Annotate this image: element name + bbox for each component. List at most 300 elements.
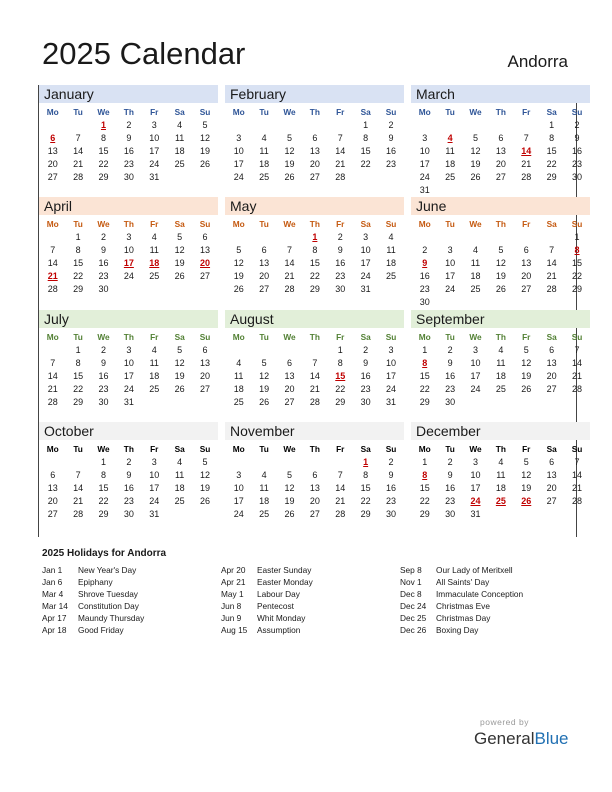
day-cell: 20 [546,483,557,493]
day-cell: 8 [75,245,81,255]
day-cell [565,184,588,197]
day-cell [515,184,538,197]
weekday-label: Sa [360,219,371,229]
day-cell: 28 [521,172,532,182]
day-cell: 26 [470,172,481,182]
month-name: April [39,197,218,215]
day-cell: 9 [126,470,132,480]
day-cell: 15 [419,483,430,493]
day-cell: 26 [521,384,532,394]
month-march [411,85,590,198]
day-cell: 7 [312,358,318,368]
day-cell: 7 [574,345,580,355]
day-cell: 15 [419,371,430,381]
day-cell: 10 [419,146,430,156]
day-cell: 22 [419,384,430,394]
day-cell [413,119,436,132]
holiday-item [400,576,523,588]
day-cell: 6 [202,232,208,242]
day-cell [41,344,64,357]
day-cell: 30 [123,509,134,519]
week-row [411,495,590,508]
day-cell: 20 [495,159,506,169]
week-row [39,469,218,482]
weekday-label: Th [495,444,506,454]
day-cell [464,231,487,244]
day-cell: 11 [259,483,269,493]
day-cell: 23 [572,159,583,169]
day-cell: 28 [335,509,346,519]
holiday-day-cell: 25 [495,496,506,506]
day-cell: 24 [470,384,481,394]
holiday-date: Dec 8 [400,589,422,599]
day-cell: 25 [386,271,397,281]
day-cell: 3 [126,232,132,242]
day-cell: 10 [123,358,134,368]
day-cell: 18 [495,371,506,381]
week-row [39,383,218,396]
week-row [411,482,590,495]
day-cell: 21 [546,271,557,281]
week-row [225,270,404,283]
day-cell: 5 [177,232,183,242]
weekday-header [411,217,590,231]
weekday-label: Tu [445,444,455,454]
holiday-date: Apr 20 [221,565,246,575]
day-cell: 14 [309,371,320,381]
weekday-label: Fr [336,332,345,342]
day-cell: 22 [73,384,84,394]
day-cell: 26 [174,384,185,394]
weekday-header [39,442,218,456]
holiday-date: Jan 6 [42,577,63,587]
weekday-label: Tu [73,332,83,342]
holiday-date: May 1 [221,589,244,599]
day-cell [489,296,512,309]
weekday-header [39,105,218,119]
day-cell: 30 [572,172,583,182]
day-cell: 27 [546,384,557,394]
day-cell: 12 [521,470,532,480]
day-cell: 7 [50,245,56,255]
day-cell: 27 [495,172,506,182]
day-cell: 8 [549,133,555,143]
day-cell: 10 [360,245,371,255]
day-cell [278,456,301,469]
week-row [411,469,590,482]
day-cell: 19 [259,384,270,394]
day-cell: 7 [337,470,343,480]
day-cell: 14 [47,371,58,381]
holiday-name: Whit Monday [257,613,306,623]
weekday-label: We [283,107,296,117]
day-cell: 22 [419,496,430,506]
weekday-label: Mo [418,219,431,229]
week-row [411,171,590,184]
day-cell: 5 [472,133,478,143]
day-cell: 9 [363,358,369,368]
holiday-item [221,624,313,636]
day-cell: 17 [470,483,481,493]
day-cell: 7 [549,245,555,255]
country-name: Andorra [507,52,568,71]
day-cell: 15 [98,483,109,493]
holiday-item [221,600,313,612]
day-cell: 18 [149,371,160,381]
day-cell: 26 [259,397,270,407]
weekday-label: Mo [418,444,431,454]
week-row [225,344,404,357]
weekday-header [39,330,218,344]
day-cell: 6 [549,345,555,355]
holiday-name: Easter Sunday [257,565,312,575]
month-name: August [225,310,404,328]
day-cell: 28 [309,397,320,407]
holiday-name: All Saints' Day [436,577,490,587]
day-cell: 4 [177,120,183,130]
day-cell: 13 [546,470,557,480]
day-cell: 2 [337,232,343,242]
day-cell: 13 [521,258,532,268]
holiday-item [42,576,144,588]
day-cell: 14 [284,258,295,268]
day-cell: 18 [445,159,456,169]
day-cell [168,283,191,296]
weekday-label: Th [123,332,134,342]
day-cell [464,184,487,197]
brand-logo[interactable] [474,729,569,749]
day-cell: 22 [335,384,346,394]
day-cell: 23 [360,384,371,394]
weekday-label: Sa [546,332,557,342]
holiday-day-cell: 1 [312,232,318,242]
holiday-column [42,564,144,636]
weekday-label: Fr [150,444,159,454]
week-row [39,270,218,283]
holiday-item [221,576,313,588]
day-cell: 5 [286,133,292,143]
holiday-name: Constitution Day [78,601,139,611]
week-row [225,469,404,482]
day-cell [515,396,538,409]
day-cell [41,456,64,469]
day-cell: 24 [386,384,397,394]
day-cell: 21 [309,384,320,394]
holiday-item [221,612,313,624]
day-cell: 20 [47,159,58,169]
day-cell: 16 [123,483,134,493]
day-cell: 17 [149,146,160,156]
day-cell [565,296,588,309]
weekday-header [411,442,590,456]
week-row [225,357,404,370]
day-cell: 30 [98,397,109,407]
week-row [411,456,590,469]
week-row [411,119,590,132]
day-cell [489,119,512,132]
week-row [225,370,404,383]
week-row [411,132,590,145]
weekday-label: Fr [150,219,159,229]
weekday-label: Su [385,444,397,454]
day-cell: 26 [495,284,506,294]
week-row [225,257,404,270]
week-row [225,145,404,158]
day-cell: 31 [149,509,160,519]
day-cell: 19 [174,258,185,268]
weekday-label: Sa [174,332,185,342]
day-cell: 2 [388,457,394,467]
holiday-date: Jun 9 [221,613,242,623]
day-cell [464,396,487,409]
holiday-date: Mar 14 [42,601,68,611]
day-cell: 2 [363,345,369,355]
holiday-day-cell: 9 [422,258,428,268]
day-cell: 19 [495,271,506,281]
weekday-label: Sa [174,444,185,454]
month-name: March [411,85,590,103]
weekday-label: Mo [232,107,245,117]
day-cell: 3 [126,345,132,355]
day-cell: 14 [335,146,346,156]
day-cell: 18 [233,384,244,394]
holiday-column [221,564,313,636]
day-cell: 28 [284,284,295,294]
day-cell [252,231,275,244]
weekday-label: Th [309,219,320,229]
weekday-label: Fr [522,444,531,454]
page-title: 2025 Calendar [42,36,246,71]
weekday-label: Tu [259,219,269,229]
day-cell: 27 [309,172,320,182]
day-cell: 29 [98,509,109,519]
day-cell: 16 [98,258,109,268]
day-cell: 27 [47,172,58,182]
day-cell: 25 [149,271,160,281]
day-cell: 22 [546,159,557,169]
day-cell: 21 [335,496,346,506]
weekday-label: Tu [445,219,455,229]
holiday-date: Jan 1 [42,565,63,575]
day-cell: 6 [549,457,555,467]
day-cell: 25 [445,172,456,182]
day-cell: 5 [202,457,208,467]
day-cell: 11 [386,245,396,255]
day-cell: 19 [200,146,211,156]
holiday-name: Assumption [257,625,301,635]
weekday-label: Su [199,332,211,342]
holiday-item [42,612,144,624]
day-cell: 25 [174,496,185,506]
week-row [39,370,218,383]
holiday-date: Dec 24 [400,601,427,611]
weekday-header [411,330,590,344]
day-cell [489,184,512,197]
week-row [225,482,404,495]
day-cell: 26 [174,271,185,281]
day-cell: 5 [498,245,504,255]
day-cell: 23 [386,159,397,169]
day-cell: 23 [445,384,456,394]
day-cell [278,344,301,357]
day-cell: 6 [312,470,318,480]
weekday-label: Mo [46,444,59,454]
holiday-day-cell: 20 [200,258,211,268]
week-row [225,508,404,521]
day-cell: 24 [233,172,244,182]
day-cell: 18 [386,258,397,268]
day-cell: 27 [200,271,211,281]
month-may [225,197,404,310]
day-cell: 18 [174,483,185,493]
day-cell: 12 [259,371,270,381]
day-cell: 11 [174,470,185,480]
holiday-name: Christmas Day [436,613,491,623]
week-row [225,456,404,469]
day-cell: 27 [200,384,211,394]
day-cell: 20 [309,496,320,506]
day-cell: 9 [126,133,132,143]
day-cell: 30 [419,297,430,307]
day-cell: 6 [312,133,318,143]
day-cell [303,119,326,132]
day-cell [379,283,402,296]
day-cell: 5 [177,345,183,355]
day-cell: 21 [572,371,583,381]
weekday-label: We [469,107,482,117]
holiday-item [400,600,523,612]
day-cell: 14 [572,358,583,368]
day-cell: 11 [234,371,244,381]
day-cell: 29 [419,397,430,407]
month-november [225,422,404,535]
holiday-name: Good Friday [78,625,124,635]
day-cell: 23 [123,496,134,506]
weekday-label: Mo [418,107,431,117]
day-cell: 12 [470,146,481,156]
day-cell: 9 [388,470,394,480]
day-cell: 12 [284,483,295,493]
week-row [39,357,218,370]
day-cell: 3 [388,345,394,355]
day-cell [540,396,563,409]
day-cell: 17 [149,483,160,493]
week-row [411,270,590,283]
weekday-label: Th [495,107,506,117]
holiday-name: Labour Day [257,589,300,599]
day-cell: 11 [496,470,506,480]
week-row [225,158,404,171]
day-cell: 13 [200,245,211,255]
day-cell: 29 [335,397,346,407]
day-cell: 6 [523,245,529,255]
month-february [225,85,404,198]
day-cell: 3 [422,133,428,143]
day-cell: 1 [100,457,106,467]
day-cell: 16 [386,146,397,156]
day-cell: 13 [259,258,270,268]
powered-by-text: powered by [480,717,529,727]
weekday-label: Su [199,107,211,117]
day-cell: 19 [200,483,211,493]
weekday-label: Fr [150,107,159,117]
day-cell: 25 [259,509,270,519]
holiday-day-cell: 18 [149,258,160,268]
weekday-label: We [283,444,296,454]
day-cell: 23 [445,496,456,506]
weekday-header [225,442,404,456]
week-row [411,283,590,296]
day-cell [565,396,588,409]
day-cell [193,396,216,409]
day-cell: 19 [284,496,295,506]
day-cell: 2 [422,245,428,255]
day-cell [515,508,538,521]
day-cell: 11 [470,258,481,268]
week-row [39,482,218,495]
weekday-label: We [469,444,482,454]
weekday-label: We [469,219,482,229]
weekday-label: Mo [46,219,59,229]
weekday-label: Fr [150,332,159,342]
day-cell [168,171,191,184]
day-cell: 19 [521,371,532,381]
weekday-label: Su [385,107,397,117]
holiday-date: Nov 1 [400,577,422,587]
day-cell: 5 [261,358,267,368]
day-cell: 15 [546,146,557,156]
weekday-label: Tu [73,444,83,454]
day-cell: 10 [149,133,160,143]
day-cell: 3 [472,345,478,355]
weekday-label: Th [123,219,134,229]
day-cell: 18 [470,271,481,281]
day-cell: 5 [286,470,292,480]
day-cell: 11 [174,133,185,143]
day-cell: 3 [151,120,157,130]
day-cell: 23 [335,271,346,281]
day-cell: 2 [574,120,580,130]
day-cell [168,508,191,521]
day-cell [252,456,275,469]
weekday-label: Fr [336,444,345,454]
day-cell: 4 [472,245,478,255]
calendar-grid [38,85,583,537]
day-cell: 29 [546,172,557,182]
day-cell: 20 [521,271,532,281]
day-cell: 22 [572,271,583,281]
holidays-title: 2025 Holidays for Andorra [42,548,167,559]
holiday-date: Apr 17 [42,613,67,623]
holiday-item [221,588,313,600]
weekday-label: Sa [360,107,371,117]
weekday-label: Sa [174,219,185,229]
day-cell: 23 [98,384,109,394]
holiday-name: Shrove Tuesday [78,589,138,599]
day-cell: 8 [337,358,343,368]
holiday-day-cell: 6 [50,133,56,143]
day-cell: 30 [445,397,456,407]
day-cell [438,231,461,244]
day-cell: 19 [284,159,295,169]
weekday-label: Sa [546,107,557,117]
day-cell: 9 [447,358,453,368]
day-cell: 13 [546,358,557,368]
day-cell: 12 [521,358,532,368]
day-cell: 13 [495,146,506,156]
day-cell: 13 [47,146,58,156]
brand-blue: Blue [534,729,569,748]
